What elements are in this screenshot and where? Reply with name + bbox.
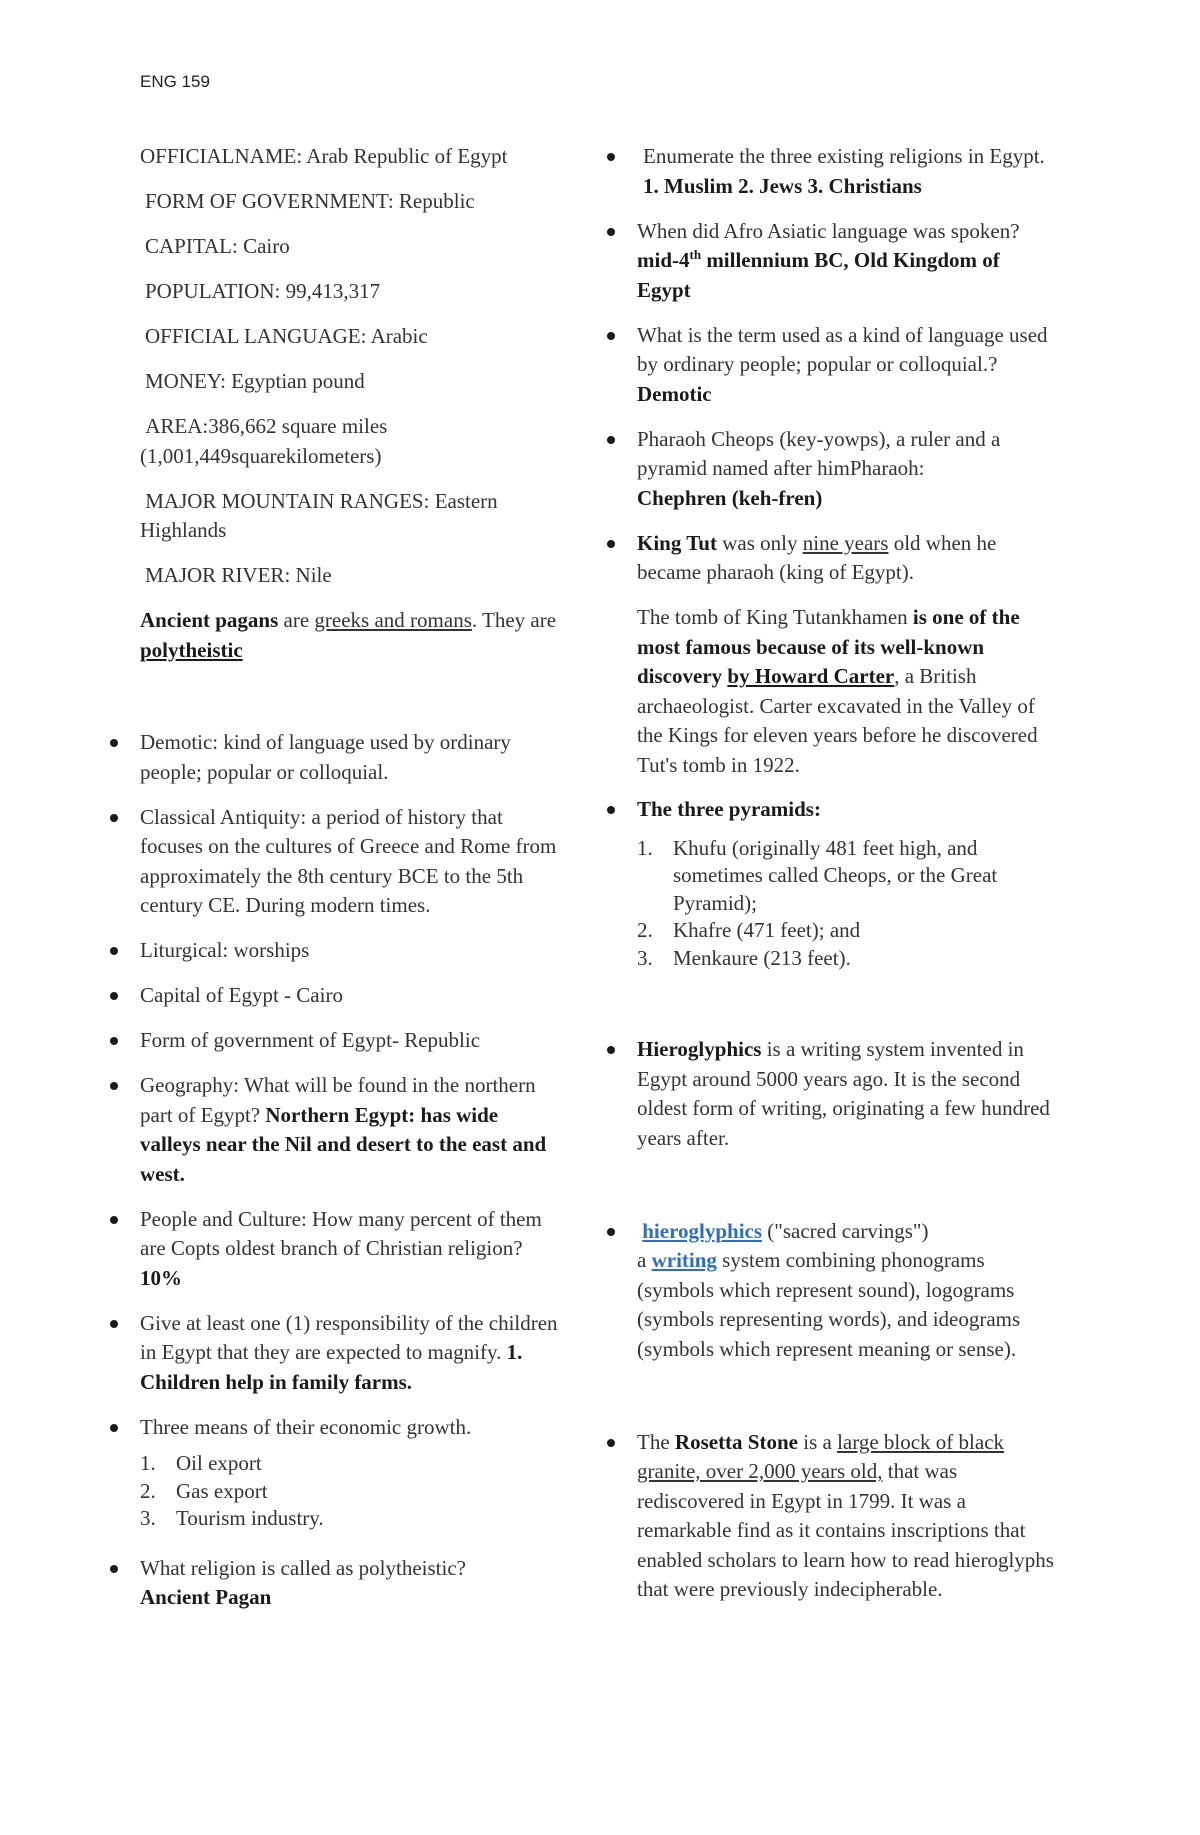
right-column bbox=[637, 142, 1057, 1620]
right-bullet-list-3 bbox=[637, 1217, 1057, 1365]
list-item: Geography: What will be found in the northern part of Egypt? Northern Egypt: has wide valleys near the Nil and desert to the east and west. bbox=[140, 1071, 560, 1189]
fact-capital: CAPITAL: Cairo bbox=[145, 234, 290, 258]
left-column bbox=[140, 142, 560, 1628]
fact-government: FORM OF GOVERNMENT: Republic bbox=[145, 189, 475, 213]
fact-area: AREA:386,662 square miles (1,001,449squarekilometers) bbox=[140, 414, 388, 468]
list-item: 2. Gas export bbox=[140, 1478, 268, 1503]
right-bullet-list-2 bbox=[637, 1035, 1057, 1153]
list-item: King Tut was only nine years old when he became pharaoh (king of Egypt). bbox=[637, 529, 1057, 588]
right-bullet-list-4 bbox=[637, 1428, 1057, 1605]
list-item: Hieroglyphics is a writing system invented in Egypt around 5000 years ago. It is the second oldest form of writing, originating a few hundred years after. bbox=[637, 1035, 1057, 1153]
list-item: Give at least one (1) responsibility of the children in Egypt that they are expected to magnify. 1. Children help in family farms. bbox=[140, 1309, 560, 1398]
tomb-paragraph: The tomb of King Tutankhamen is one of the most famous because of its well-known discovery by Howard Carter, a British archaeologist. Carter excavated in the Valley of the Kings for eleven years before he discovered Tut's tomb in 1922. bbox=[637, 605, 1038, 777]
list-item: Capital of Egypt - Cairo bbox=[140, 981, 560, 1011]
list-item: Pharaoh Cheops (key-yowps), a ruler and a pyramid named after himPharaoh: Chephren (keh-fren) bbox=[637, 425, 1057, 514]
list-item: Enumerate the three existing religions in Egypt. 1. Muslim 2. Jews 3. Christians bbox=[637, 142, 1057, 201]
fact-population: POPULATION: 99,413,317 bbox=[145, 279, 381, 303]
list-item: Form of government of Egypt- Republic bbox=[140, 1026, 560, 1056]
pyramids-list bbox=[637, 835, 1057, 973]
list-item: 3. Tourism industry. bbox=[140, 1506, 324, 1530]
course-header: ENG 159 bbox=[140, 72, 210, 91]
pyramids-bullet bbox=[637, 795, 1057, 825]
list-item: Classical Antiquity: a period of history that focuses on the cultures of Greece and Rome from approximately the 8th century BCE to the 5th century CE. During modern times. bbox=[140, 803, 560, 921]
left-bullet-list bbox=[140, 728, 560, 1442]
fact-language: OFFICIAL LANGUAGE: Arabic bbox=[145, 324, 428, 348]
list-item: 3. Menkaure (213 feet). bbox=[637, 945, 851, 970]
economic-list bbox=[140, 1450, 560, 1533]
list-item: 1. Oil export bbox=[140, 1451, 262, 1475]
list-item: The three pyramids: bbox=[637, 795, 1057, 825]
list-item: People and Culture: How many percent of them are Copts oldest branch of Christian religion? 10% bbox=[140, 1205, 560, 1294]
list-item: 2. Khafre (471 feet); and bbox=[637, 918, 861, 942]
list-item: hieroglyphics ("sacred carvings") a writing system combining phonograms (symbols which represent sound), logograms (symbols representing words), and ideograms (symbols which represent meaning or sense). bbox=[637, 1217, 1057, 1365]
list-item: What religion is called as polytheistic? Ancient Pagan bbox=[140, 1554, 560, 1613]
list-item: When did Afro Asiatic language was spoken? mid-4th millennium BC, Old Kingdom of Egypt bbox=[637, 217, 1057, 306]
list-item: What is the term used as a kind of language used by ordinary people; popular or colloquial.? Demotic bbox=[637, 321, 1057, 410]
fact-money: MONEY: Egyptian pound bbox=[145, 369, 365, 393]
list-item: Three means of their economic growth. bbox=[140, 1413, 560, 1443]
list-item: The Rosetta Stone is a large block of black granite, over 2,000 years old, that was rediscovered in Egypt in 1799. It was a remarkable find as it contains inscriptions that enabled scholars to learn how to read hieroglyphs that were previously indecipherable. bbox=[637, 1428, 1057, 1605]
left-bullet-list-2 bbox=[140, 1554, 560, 1613]
fact-river: MAJOR RIVER: Nile bbox=[145, 563, 332, 587]
fact-official-name: OFFICIALNAME: Arab Republic of Egypt bbox=[140, 144, 508, 168]
list-item: Demotic: kind of language used by ordinary people; popular or colloquial. bbox=[140, 728, 560, 787]
writing-link[interactable]: writing bbox=[651, 1248, 717, 1272]
pagans-paragraph: Ancient pagans are greeks and romans. They are polytheistic bbox=[140, 608, 557, 662]
right-bullet-list bbox=[637, 142, 1057, 588]
hieroglyphics-link[interactable]: hieroglyphics bbox=[642, 1218, 763, 1243]
list-item: Liturgical: worships bbox=[140, 936, 560, 966]
list-item: 1. Khufu (originally 481 feet high, and sometimes called Cheops, or the Great Pyramid); bbox=[637, 835, 998, 915]
fact-mountains: MAJOR MOUNTAIN RANGES: Eastern Highlands bbox=[140, 488, 498, 542]
